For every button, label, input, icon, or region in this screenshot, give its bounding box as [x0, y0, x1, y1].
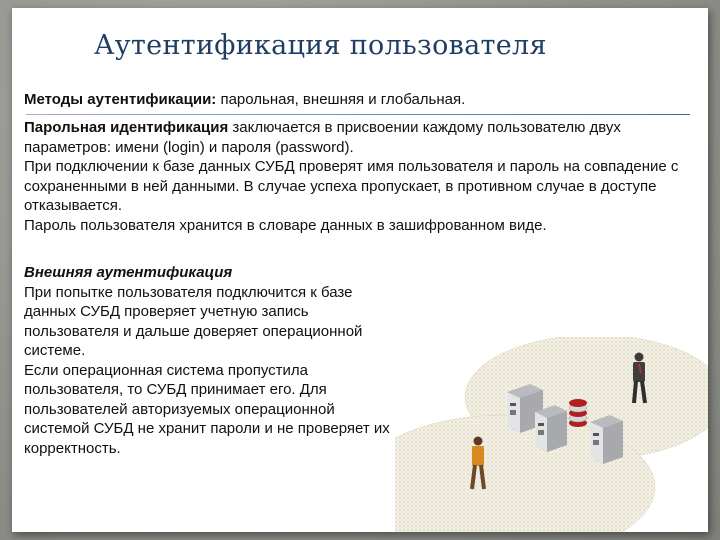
- page-title: Аутентификация пользователя: [94, 30, 547, 61]
- external-auth-block: [24, 263, 404, 458]
- password-auth-label: Парольная идентификация: [24, 119, 229, 136]
- network-illustration: [395, 337, 708, 532]
- server-icon: [535, 405, 567, 452]
- password-auth-block: [24, 118, 696, 235]
- external-auth-heading: Внешняя аутентификация: [24, 264, 233, 281]
- external-auth-para2: Если операционная система пропустила пользователя, то СУБД принимает его. Для пользователей авторизуемых операционной системой СУБД не хранит пароли и не проверяет их корректность.: [24, 361, 390, 457]
- divider: [26, 114, 690, 115]
- network-illustration-svg: [395, 337, 708, 532]
- database-stack-icon: [569, 399, 587, 427]
- methods-text: парольная, внешняя и глобальная.: [216, 91, 466, 108]
- external-auth-para1: При попытке пользователя подключится к базе данных СУБД проверяет учетную запись пользователя и дальше доверяет операционной системе.: [24, 283, 363, 359]
- password-auth-line3: Пароль пользователя хранится в словаре данных в зашифрованном виде.: [24, 216, 547, 234]
- server-icon: [590, 415, 623, 464]
- methods-line: [24, 90, 694, 110]
- slide: [12, 8, 708, 532]
- password-auth-line2: При подключении к базе данных СУБД проверят имя пользователя и пароль на совпадение с сохраненными в ней данными. В случае успеха пропускает, в противном случае в доступе отказывается.: [24, 158, 679, 214]
- password-auth-line1: заключается в присвоении каждому пользователю двух параметров: имени (login) и пароля (password).: [24, 119, 621, 156]
- methods-label: Методы аутентификации:: [24, 91, 217, 108]
